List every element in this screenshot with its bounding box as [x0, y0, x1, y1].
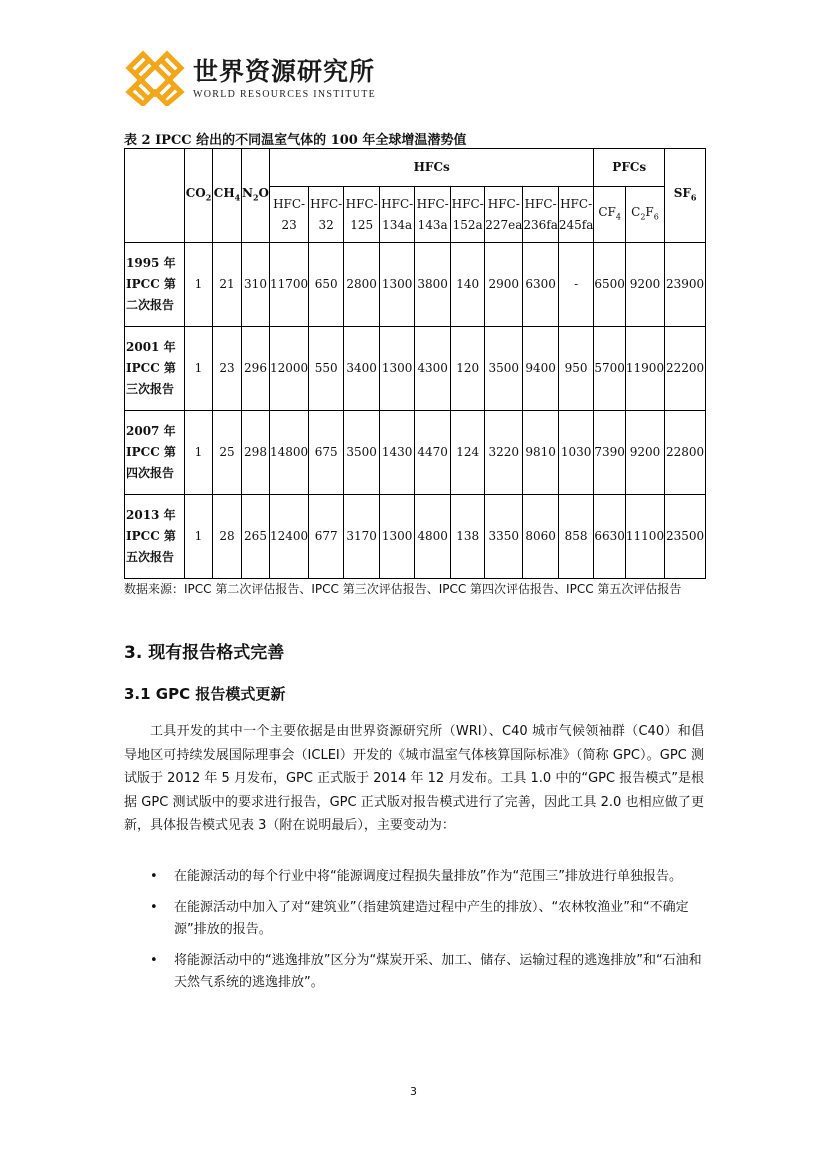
header-cf4: $CF_4$ [594, 187, 626, 243]
table-cell: 1 [185, 411, 213, 495]
wri-logo [125, 50, 376, 106]
table-cell: 9200 [625, 411, 664, 495]
table-cell: 12000 [270, 327, 309, 411]
table-cell: 3800 [415, 243, 451, 327]
table-source-note: 数据来源：IPCC 第二次评估报告、IPCC 第三次评估报告、IPCC 第四次评估报告、IPCC 第五次评估报告 [124, 582, 682, 596]
table-cell: 3400 [344, 327, 380, 411]
header-blank [125, 149, 185, 243]
page-number: 3 [410, 1085, 417, 1098]
header-hfc-125: HFC- 125 [344, 187, 380, 243]
header-n2o: $N_2O$ [242, 149, 270, 243]
header-c2f6: $C_2F_6$ [625, 187, 664, 243]
section-heading: 3. 现有报告格式完善 [124, 643, 285, 663]
row-label: 2013 年 IPCC 第 五次报告 [125, 495, 185, 579]
logo-english-name: WORLD RESOURCES INSTITUTE [193, 88, 377, 100]
body-paragraph: 工具开发的其中一个主要依据是由世界资源研究所（WRI）、C40 城市气候领袖群（C40）和倡导地区可持续发展国际理事会（ICLEI）开发的《城市温室气体核算国际标准》（简称 GPC）。GPC 测试版于 2012 年 5 月发布，GPC 正式版于 2014 年 12 月发布。工具 1.0 中的“GPC 报告模式”是根据 GPC 测试版中的要求进行报告，GPC 正式版对报告模式进行了完善，因此工具 2.0 也相应做了更新，具体报告模式见表 3（附在说明最后），主要变动为： [124, 724, 704, 833]
table-cell: 22800 [665, 411, 706, 495]
table-cell: 1 [185, 327, 213, 411]
header-hfcs: HFCs [270, 149, 594, 187]
table-row [125, 243, 706, 327]
header-hfc-23: HFC- 23 [270, 187, 309, 243]
table-cell: 550 [309, 327, 344, 411]
table-cell: 4300 [415, 327, 451, 411]
header-hfc-152a: HFC- 152a [451, 187, 485, 243]
table-cell: 1300 [380, 327, 415, 411]
row-label: 1995 年 IPCC 第 二次报告 [125, 243, 185, 327]
table-cell: 310 [242, 243, 270, 327]
header-hfc-134a: HFC- 134a [380, 187, 415, 243]
table-cell: 9400 [523, 327, 559, 411]
row-label: 2001 年 IPCC 第 三次报告 [125, 327, 185, 411]
table-cell: 11900 [625, 327, 664, 411]
table-cell: 7390 [594, 411, 626, 495]
table-cell: 6630 [594, 495, 626, 579]
table-cell: 298 [242, 411, 270, 495]
table-cell: 11700 [270, 243, 309, 327]
header-hfc-32: HFC- 32 [309, 187, 344, 243]
header-hfc-236fa: HFC- 236fa [523, 187, 559, 243]
table-cell: 4800 [415, 495, 451, 579]
subsection-heading: 3.1 GPC 报告模式更新 [124, 685, 286, 703]
table-row [125, 327, 706, 411]
list-item: • 在能源活动的每个行业中将“能源调度过程损失量排放”作为“范围三”排放进行单独报告。 [124, 866, 704, 888]
table-cell: 23900 [665, 243, 706, 327]
row-label: 2007 年 IPCC 第 四次报告 [125, 411, 185, 495]
table-cell: 23 [213, 327, 242, 411]
table-cell: 5700 [594, 327, 626, 411]
list-item: • 将能源活动中的“逃逸排放”区分为“煤炭开采、加工、储存、运输过程的逃逸排放”和“石油和天然气系统的逃逸排放”。 [124, 950, 704, 994]
table-cell: 6300 [523, 243, 559, 327]
logo-chinese-name: 世界资源研究所 [193, 56, 376, 86]
table-cell: 3350 [485, 495, 523, 579]
header-co2: $CO_2$ [185, 149, 213, 243]
table-cell: 4470 [415, 411, 451, 495]
table-cell: 9810 [523, 411, 559, 495]
table-cell: 1430 [380, 411, 415, 495]
table-cell: 22200 [665, 327, 706, 411]
table-cell: 6500 [594, 243, 626, 327]
gwp-table [124, 148, 706, 579]
table-cell: 11100 [625, 495, 664, 579]
table-body [125, 149, 706, 579]
header-pfcs: PFCs [594, 149, 665, 187]
table-cell: 1030 [558, 411, 594, 495]
change-list [124, 866, 704, 1003]
table-cell: 296 [242, 327, 270, 411]
table-caption: 表 2 IPCC 给出的不同温室气体的 100 年全球增温潜势值 [124, 133, 467, 148]
table-cell: 8060 [523, 495, 559, 579]
table-row [125, 495, 706, 579]
table-cell: 12400 [270, 495, 309, 579]
table-cell: 677 [309, 495, 344, 579]
list-item: • 在能源活动中加入了对“建筑业”（指建筑建造过程中产生的排放）、“农林牧渔业”和“不确定源”排放的报告。 [124, 897, 704, 941]
header-ch4: $CH_4$ [213, 149, 242, 243]
table-cell: 9200 [625, 243, 664, 327]
table-cell: 3220 [485, 411, 523, 495]
table-cell: 21 [213, 243, 242, 327]
table-cell: 675 [309, 411, 344, 495]
table-cell: 1 [185, 243, 213, 327]
table-cell: 1300 [380, 243, 415, 327]
table-cell: 3170 [344, 495, 380, 579]
wri-logo-icon [125, 50, 185, 106]
table-cell: 28 [213, 495, 242, 579]
table-cell: 25 [213, 411, 242, 495]
header-hfc-227ea: HFC- 227ea [485, 187, 523, 243]
table-cell: 265 [242, 495, 270, 579]
table-cell: 3500 [344, 411, 380, 495]
table-cell: 2900 [485, 243, 523, 327]
bullet-icon: • [150, 869, 158, 884]
table-cell: - [558, 243, 594, 327]
bullet-icon: • [150, 900, 158, 915]
table-cell: 2800 [344, 243, 380, 327]
bullet-icon: • [150, 953, 158, 968]
header-sf6: $SF_6$ [665, 149, 706, 243]
table-cell: 650 [309, 243, 344, 327]
table-cell: 120 [451, 327, 485, 411]
table-cell: 950 [558, 327, 594, 411]
table-cell: 858 [558, 495, 594, 579]
table-cell: 3500 [485, 327, 523, 411]
table-row [125, 411, 706, 495]
header-hfc-245fa: HFC- 245fa [558, 187, 594, 243]
table-cell: 138 [451, 495, 485, 579]
table-cell: 23500 [665, 495, 706, 579]
table-cell: 124 [451, 411, 485, 495]
table-cell: 1300 [380, 495, 415, 579]
table-cell: 140 [451, 243, 485, 327]
table-cell: 14800 [270, 411, 309, 495]
header-hfc-143a: HFC- 143a [415, 187, 451, 243]
table-cell: 1 [185, 495, 213, 579]
